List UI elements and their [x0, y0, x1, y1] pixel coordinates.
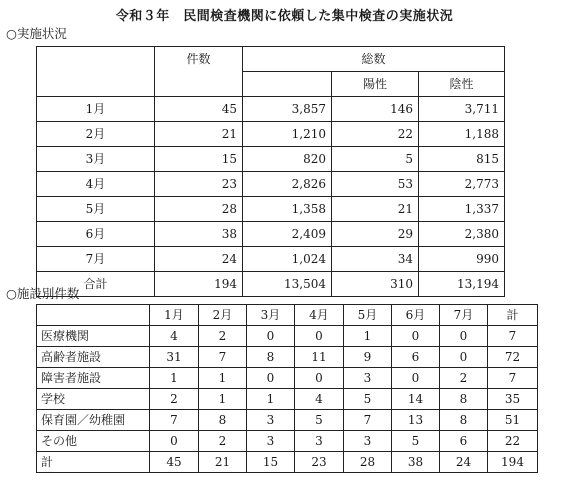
count-cell: 194	[155, 272, 243, 297]
value-cell: 1	[247, 389, 295, 410]
negative-cell: 13,194	[419, 272, 505, 297]
positive-cell: 29	[332, 222, 419, 247]
column-header: 1月	[150, 305, 199, 326]
facility-label: 高齢者施設	[37, 347, 150, 368]
value-cell: 2	[440, 368, 488, 389]
month-cell: 2月	[37, 122, 155, 147]
value-cell: 0	[247, 368, 295, 389]
value-cell: 2	[150, 389, 199, 410]
column-header-negative: 陰性	[419, 72, 505, 97]
value-cell: 3	[344, 431, 392, 452]
value-cell: 0	[295, 368, 344, 389]
column-header-positive: 陽性	[332, 72, 419, 97]
negative-cell: 990	[419, 247, 505, 272]
table-header-row	[37, 47, 505, 72]
value-cell: 38	[392, 452, 440, 473]
value-cell: 21	[199, 452, 247, 473]
value-cell: 3	[247, 431, 295, 452]
table-row	[37, 431, 538, 452]
value-cell: 3	[344, 368, 392, 389]
value-cell: 35	[488, 389, 538, 410]
month-cell: 3月	[37, 147, 155, 172]
count-cell: 28	[155, 197, 243, 222]
value-cell: 6	[440, 431, 488, 452]
total-cell: 3,857	[243, 97, 332, 122]
month-cell: 5月	[37, 197, 155, 222]
column-header: 7月	[440, 305, 488, 326]
column-header-total: 総数	[243, 47, 505, 72]
value-cell: 0	[440, 326, 488, 347]
positive-cell: 21	[332, 197, 419, 222]
column-header: 2月	[199, 305, 247, 326]
facility-table	[36, 304, 538, 473]
table-row	[37, 410, 538, 431]
section-heading-facility: ○施設別件数	[6, 286, 80, 301]
facility-label: 計	[37, 452, 150, 473]
value-cell: 9	[344, 347, 392, 368]
value-cell: 4	[295, 389, 344, 410]
table-row	[37, 347, 538, 368]
value-cell: 1	[344, 326, 392, 347]
negative-cell: 1,188	[419, 122, 505, 147]
table-row	[37, 97, 505, 122]
facility-label: その他	[37, 431, 150, 452]
month-cell: 合計	[37, 272, 155, 297]
value-cell: 14	[392, 389, 440, 410]
value-cell: 23	[295, 452, 344, 473]
negative-cell: 3,711	[419, 97, 505, 122]
positive-cell: 34	[332, 247, 419, 272]
value-cell: 0	[440, 347, 488, 368]
corner-cell	[37, 305, 150, 326]
count-cell: 45	[155, 97, 243, 122]
table-row	[37, 197, 505, 222]
column-header: 計	[488, 305, 538, 326]
value-cell: 0	[392, 368, 440, 389]
value-cell: 8	[199, 410, 247, 431]
column-header-count: 件数	[155, 47, 243, 97]
positive-cell: 5	[332, 147, 419, 172]
positive-cell: 22	[332, 122, 419, 147]
section-heading-status: ○実施状況	[6, 26, 67, 41]
total-cell: 13,504	[243, 272, 332, 297]
value-cell: 45	[150, 452, 199, 473]
total-cell: 1,358	[243, 197, 332, 222]
month-cell: 6月	[37, 222, 155, 247]
value-cell: 0	[150, 431, 199, 452]
column-header: 4月	[295, 305, 344, 326]
facility-label: 障害者施設	[37, 368, 150, 389]
count-cell: 38	[155, 222, 243, 247]
value-cell: 1	[150, 368, 199, 389]
count-cell: 15	[155, 147, 243, 172]
table-row	[37, 147, 505, 172]
value-cell: 13	[392, 410, 440, 431]
negative-cell: 815	[419, 147, 505, 172]
value-cell: 15	[247, 452, 295, 473]
value-cell: 7	[150, 410, 199, 431]
month-cell: 1月	[37, 97, 155, 122]
facility-label: 医療機関	[37, 326, 150, 347]
table-row	[37, 272, 505, 297]
value-cell: 7	[344, 410, 392, 431]
positive-cell: 146	[332, 97, 419, 122]
subheader-blank	[243, 72, 332, 97]
column-header: 5月	[344, 305, 392, 326]
value-cell: 0	[247, 326, 295, 347]
table-row	[37, 172, 505, 197]
value-cell: 0	[392, 326, 440, 347]
total-cell: 820	[243, 147, 332, 172]
value-cell: 7	[488, 368, 538, 389]
value-cell: 7	[488, 326, 538, 347]
column-header: 6月	[392, 305, 440, 326]
value-cell: 3	[295, 431, 344, 452]
value-cell: 28	[344, 452, 392, 473]
month-cell: 7月	[37, 247, 155, 272]
total-cell: 2,409	[243, 222, 332, 247]
total-cell: 1,210	[243, 122, 332, 147]
value-cell: 51	[488, 410, 538, 431]
value-cell: 0	[295, 326, 344, 347]
value-cell: 6	[392, 347, 440, 368]
table-row	[37, 389, 538, 410]
positive-cell: 53	[332, 172, 419, 197]
status-table	[36, 46, 505, 297]
value-cell: 5	[392, 431, 440, 452]
value-cell: 22	[488, 431, 538, 452]
value-cell: 4	[150, 326, 199, 347]
positive-cell: 310	[332, 272, 419, 297]
month-cell: 4月	[37, 172, 155, 197]
value-cell: 5	[344, 389, 392, 410]
facility-label: 学校	[37, 389, 150, 410]
value-cell: 31	[150, 347, 199, 368]
negative-cell: 2,773	[419, 172, 505, 197]
table-row	[37, 222, 505, 247]
value-cell: 1	[199, 389, 247, 410]
value-cell: 194	[488, 452, 538, 473]
facility-label: 保育園／幼稚園	[37, 410, 150, 431]
corner-cell	[37, 47, 155, 97]
page-title: 令和３年 民間検査機関に依頼した集中検査の実施状況	[115, 9, 454, 24]
count-cell: 23	[155, 172, 243, 197]
value-cell: 3	[247, 410, 295, 431]
value-cell: 5	[295, 410, 344, 431]
value-cell: 24	[440, 452, 488, 473]
value-cell: 2	[199, 326, 247, 347]
negative-cell: 1,337	[419, 197, 505, 222]
negative-cell: 2,380	[419, 222, 505, 247]
value-cell: 2	[199, 431, 247, 452]
total-cell: 1,024	[243, 247, 332, 272]
table-row	[37, 452, 538, 473]
table-row	[37, 247, 505, 272]
value-cell: 7	[199, 347, 247, 368]
count-cell: 24	[155, 247, 243, 272]
value-cell: 8	[440, 389, 488, 410]
value-cell: 8	[247, 347, 295, 368]
total-cell: 2,826	[243, 172, 332, 197]
value-cell: 72	[488, 347, 538, 368]
table-header-row	[37, 305, 538, 326]
value-cell: 8	[440, 410, 488, 431]
column-header: 3月	[247, 305, 295, 326]
table-row	[37, 326, 538, 347]
value-cell: 11	[295, 347, 344, 368]
table-row	[37, 122, 505, 147]
value-cell: 1	[199, 368, 247, 389]
table-row	[37, 368, 538, 389]
count-cell: 21	[155, 122, 243, 147]
